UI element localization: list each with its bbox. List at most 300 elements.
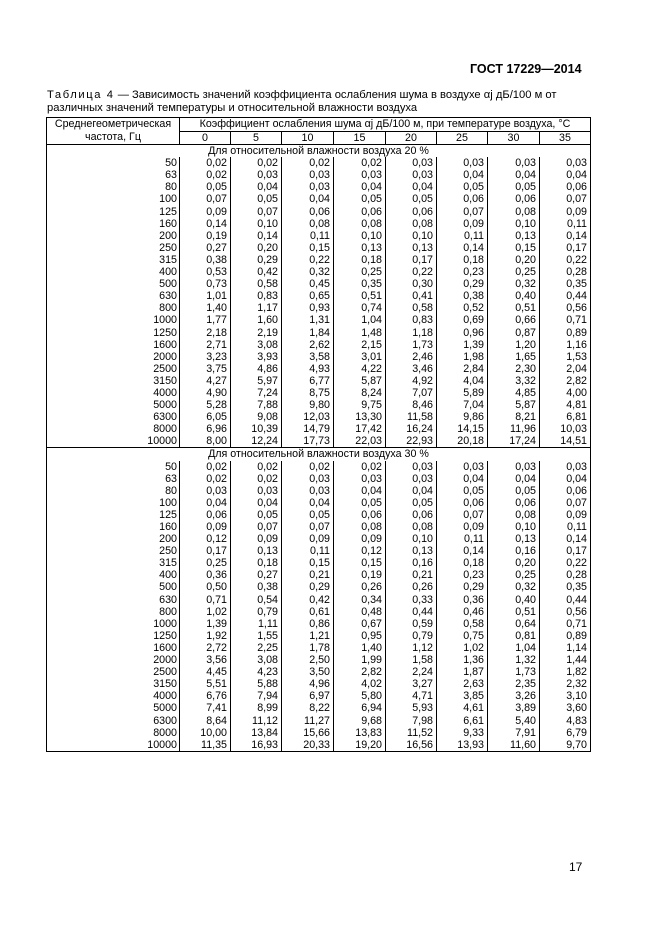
coefficient-cell: 3,32 — [488, 375, 540, 387]
coefficient-cell: 0,50 — [180, 581, 231, 593]
coefficient-cell: 0,12 — [334, 545, 386, 557]
coefficient-cell: 0,03 — [386, 169, 437, 181]
coefficient-cell: 12,03 — [282, 411, 334, 423]
coefficient-cell: 0,04 — [540, 169, 591, 181]
table-row — [47, 278, 591, 290]
coefficient-cell: 0,83 — [386, 314, 437, 326]
frequency-cell: 125 — [47, 509, 180, 521]
coefficient-cell: 0,08 — [386, 218, 437, 230]
coefficient-cell: 0,79 — [386, 630, 437, 642]
coefficient-cell: 0,09 — [540, 509, 591, 521]
coefficient-cell: 0,30 — [386, 278, 437, 290]
coefficient-cell: 3,89 — [488, 702, 540, 714]
frequency-cell: 3150 — [47, 678, 180, 690]
frequency-cell: 10000 — [47, 739, 180, 752]
coefficient-cell: 0,17 — [540, 242, 591, 254]
coefficient-cell: 0,04 — [282, 193, 334, 205]
frequency-cell: 80 — [47, 485, 180, 497]
coefficient-cell: 11,52 — [386, 727, 437, 739]
coefficient-cell: 2,32 — [540, 678, 591, 690]
coefficient-cell: 2,25 — [231, 642, 282, 654]
coefficient-cell: 0,20 — [231, 242, 282, 254]
coefficient-cell: 0,59 — [386, 618, 437, 630]
table-row — [47, 461, 591, 473]
coefficient-cell: 0,05 — [334, 497, 386, 509]
coefficient-cell: 0,32 — [488, 278, 540, 290]
coefficient-cell: 3,93 — [231, 351, 282, 363]
table-row — [47, 351, 591, 363]
coefficient-cell: 0,19 — [180, 230, 231, 242]
coefficient-cell: 0,06 — [437, 193, 488, 205]
coefficient-cell: 6,79 — [540, 727, 591, 739]
coefficient-cell: 0,14 — [540, 533, 591, 545]
coefficient-cell: 4,61 — [437, 702, 488, 714]
coefficient-cell: 8,99 — [231, 702, 282, 714]
table-row — [47, 411, 591, 423]
coefficient-cell: 0,09 — [540, 206, 591, 218]
coefficient-cell: 0,17 — [386, 254, 437, 266]
coefficient-cell: 0,13 — [386, 242, 437, 254]
coefficient-cell: 0,28 — [540, 266, 591, 278]
coefficient-cell: 0,03 — [386, 473, 437, 485]
coefficient-cell: 6,76 — [180, 690, 231, 702]
coefficient-cell: 4,83 — [540, 715, 591, 727]
coefficient-cell: 0,07 — [540, 193, 591, 205]
frequency-cell: 250 — [47, 545, 180, 557]
coefficient-cell: 0,09 — [437, 218, 488, 230]
coefficient-cell: 0,42 — [231, 266, 282, 278]
coefficient-cell: 0,69 — [437, 314, 488, 326]
coefficient-cell: 0,14 — [180, 218, 231, 230]
coefficient-cell: 3,08 — [231, 339, 282, 351]
coefficient-cell: 2,72 — [180, 642, 231, 654]
coefficient-cell: 6,77 — [282, 375, 334, 387]
temperature-header-cell: 25 — [437, 132, 488, 145]
coefficient-cell: 14,15 — [437, 423, 488, 435]
coefficient-cell: 0,08 — [334, 218, 386, 230]
frequency-cell: 630 — [47, 594, 180, 606]
coefficient-cell: 4,02 — [334, 678, 386, 690]
coefficient-cell: 0,35 — [540, 581, 591, 593]
coefficient-cell: 0,21 — [386, 569, 437, 581]
coefficient-cell: 0,46 — [437, 606, 488, 618]
table-row — [47, 521, 591, 533]
coefficient-cell: 0,06 — [437, 497, 488, 509]
coefficient-cell: 0,02 — [180, 473, 231, 485]
coefficient-cell: 0,02 — [231, 473, 282, 485]
table-row — [47, 230, 591, 242]
frequency-cell: 800 — [47, 302, 180, 314]
coefficient-cell: 0,02 — [334, 157, 386, 169]
coefficient-cell: 20,18 — [437, 435, 488, 448]
frequency-cell: 100 — [47, 193, 180, 205]
coefficient-cell: 13,30 — [334, 411, 386, 423]
coefficient-cell: 3,56 — [180, 654, 231, 666]
coefficient-cell: 5,89 — [437, 387, 488, 399]
coefficient-cell: 4,45 — [180, 666, 231, 678]
coefficient-cell: 0,42 — [282, 594, 334, 606]
coefficient-cell: 0,15 — [488, 242, 540, 254]
coefficient-cell: 0,03 — [488, 461, 540, 473]
table-row — [47, 497, 591, 509]
coefficient-cell: 0,06 — [180, 509, 231, 521]
coefficient-cell: 0,04 — [386, 485, 437, 497]
coefficient-cell: 0,04 — [488, 473, 540, 485]
coefficient-cell: 0,08 — [488, 206, 540, 218]
coefficient-cell: 0,36 — [180, 569, 231, 581]
coefficient-cell: 5,80 — [334, 690, 386, 702]
coefficient-cell: 0,32 — [488, 581, 540, 593]
coefficient-cell: 0,58 — [231, 278, 282, 290]
coefficient-cell: 5,51 — [180, 678, 231, 690]
coefficient-cell: 3,01 — [334, 351, 386, 363]
coefficient-cell: 0,06 — [386, 509, 437, 521]
coefficient-cell: 0,02 — [334, 461, 386, 473]
coefficient-cell: 0,74 — [334, 302, 386, 314]
coefficient-cell: 0,11 — [540, 521, 591, 533]
table-row — [47, 642, 591, 654]
table-row — [47, 387, 591, 399]
frequency-cell: 6300 — [47, 411, 180, 423]
coefficient-cell: 0,03 — [180, 485, 231, 497]
temperature-header-cell: 0 — [180, 132, 231, 145]
coefficient-cell: 16,56 — [386, 739, 437, 752]
table-row — [47, 435, 591, 448]
caption-text: — Зависимость значений коэффициента ослабления шума в воздухе αj дБ/100 м от различных значений температуры и относительной влажности воздуха — [47, 89, 557, 114]
coefficient-cell: 7,88 — [231, 399, 282, 411]
coefficient-cell: 0,93 — [282, 302, 334, 314]
coefficient-cell: 0,58 — [386, 302, 437, 314]
table-row — [47, 290, 591, 302]
frequency-cell: 50 — [47, 157, 180, 169]
coefficient-cell: 1,60 — [231, 314, 282, 326]
coefficient-cell: 0,56 — [540, 606, 591, 618]
coefficient-cell: 9,33 — [437, 727, 488, 739]
coefficient-cell: 0,03 — [540, 157, 591, 169]
coefficient-cell: 6,81 — [540, 411, 591, 423]
coefficient-cell: 0,11 — [437, 533, 488, 545]
coefficient-cell: 0,13 — [488, 230, 540, 242]
coefficient-cell: 0,27 — [231, 569, 282, 581]
coefficient-cell: 2,46 — [386, 351, 437, 363]
coefficient-cell: 0,15 — [334, 557, 386, 569]
coefficient-cell: 0,22 — [386, 266, 437, 278]
frequency-cell: 80 — [47, 181, 180, 193]
coefficient-cell: 0,44 — [386, 606, 437, 618]
coefficient-cell: 0,28 — [540, 569, 591, 581]
coefficient-cell: 13,93 — [437, 739, 488, 752]
frequency-cell: 250 — [47, 242, 180, 254]
temperature-header-cell: 15 — [334, 132, 386, 145]
frequency-cell: 1600 — [47, 339, 180, 351]
table-row — [47, 727, 591, 739]
coefficient-cell: 6,97 — [282, 690, 334, 702]
coefficient-cell: 0,38 — [437, 290, 488, 302]
coefficient-cell: 0,89 — [540, 327, 591, 339]
frequency-cell: 500 — [47, 278, 180, 290]
temperature-header-cell: 10 — [282, 132, 334, 145]
frequency-cell: 2000 — [47, 351, 180, 363]
table-row — [47, 557, 591, 569]
coefficient-cell: 0,03 — [282, 473, 334, 485]
table-row — [47, 654, 591, 666]
coefficient-cell: 0,29 — [437, 278, 488, 290]
coefficient-cell: 0,25 — [488, 569, 540, 581]
standard-header: ГОСТ 17229—2014 — [470, 62, 582, 76]
coefficient-cell: 4,90 — [180, 387, 231, 399]
coefficient-cell: 7,24 — [231, 387, 282, 399]
coefficient-cell: 2,30 — [488, 363, 540, 375]
coefficient-cell: 22,03 — [334, 435, 386, 448]
coefficient-cell: 5,87 — [334, 375, 386, 387]
temperature-header-cell: 20 — [386, 132, 437, 145]
coefficient-cell: 0,09 — [180, 206, 231, 218]
coefficient-cell: 0,53 — [180, 266, 231, 278]
table-row — [47, 509, 591, 521]
coefficient-group-header: Коэффициент ослабления шума αj дБ/100 м, при температуре воздуха, °С — [180, 118, 591, 132]
coefficient-cell: 1,65 — [488, 351, 540, 363]
coefficient-cell: 0,32 — [282, 266, 334, 278]
coefficient-cell: 17,24 — [488, 435, 540, 448]
table-row — [47, 375, 591, 387]
frequency-cell: 1250 — [47, 630, 180, 642]
coefficient-cell: 0,06 — [386, 206, 437, 218]
coefficient-cell: 0,96 — [437, 327, 488, 339]
coefficient-cell: 0,03 — [282, 181, 334, 193]
coefficient-cell: 0,06 — [488, 193, 540, 205]
coefficient-cell: 0,33 — [386, 594, 437, 606]
coefficient-cell: 7,04 — [437, 399, 488, 411]
coefficient-cell: 0,04 — [231, 181, 282, 193]
frequency-cell: 2500 — [47, 666, 180, 678]
coefficient-cell: 0,10 — [488, 218, 540, 230]
page-number: 17 — [569, 860, 583, 874]
coefficient-cell: 1,01 — [180, 290, 231, 302]
table-row — [47, 327, 591, 339]
coefficient-cell: 6,61 — [437, 715, 488, 727]
coefficient-cell: 0,03 — [437, 461, 488, 473]
coefficient-cell: 11,58 — [386, 411, 437, 423]
coefficient-cell: 0,08 — [386, 521, 437, 533]
coefficient-cell: 2,50 — [282, 654, 334, 666]
coefficient-cell: 17,73 — [282, 435, 334, 448]
coefficient-cell: 0,20 — [488, 557, 540, 569]
coefficient-cell: 0,21 — [282, 569, 334, 581]
coefficient-cell: 0,08 — [488, 509, 540, 521]
coefficient-cell: 7,91 — [488, 727, 540, 739]
coefficient-cell: 0,83 — [231, 290, 282, 302]
frequency-cell: 160 — [47, 521, 180, 533]
coefficient-cell: 0,67 — [334, 618, 386, 630]
frequency-cell: 1250 — [47, 327, 180, 339]
coefficient-cell: 0,04 — [386, 181, 437, 193]
coefficient-cell: 0,23 — [437, 266, 488, 278]
coefficient-cell: 0,13 — [334, 242, 386, 254]
coefficient-cell: 4,23 — [231, 666, 282, 678]
coefficient-cell: 0,38 — [231, 581, 282, 593]
coefficient-cell: 0,08 — [334, 521, 386, 533]
table-row — [47, 739, 591, 752]
coefficient-cell: 0,02 — [180, 169, 231, 181]
temperature-header-cell: 30 — [488, 132, 540, 145]
frequency-cell: 5000 — [47, 399, 180, 411]
coefficient-cell: 4,00 — [540, 387, 591, 399]
table-row — [47, 363, 591, 375]
coefficient-cell: 0,15 — [282, 557, 334, 569]
coefficient-cell: 0,04 — [437, 169, 488, 181]
coefficient-cell: 8,21 — [488, 411, 540, 423]
coefficient-cell: 5,28 — [180, 399, 231, 411]
coefficient-cell: 0,02 — [282, 461, 334, 473]
coefficient-cell: 0,07 — [231, 206, 282, 218]
frequency-cell: 200 — [47, 533, 180, 545]
coefficient-cell: 12,24 — [231, 435, 282, 448]
coefficient-cell: 0,02 — [180, 461, 231, 473]
coefficient-cell: 0,06 — [334, 509, 386, 521]
coefficient-cell: 1,77 — [180, 314, 231, 326]
coefficient-cell: 3,85 — [437, 690, 488, 702]
table-row — [47, 581, 591, 593]
coefficient-cell: 1,73 — [386, 339, 437, 351]
coefficient-cell: 0,18 — [231, 557, 282, 569]
coefficient-cell: 3,08 — [231, 654, 282, 666]
coefficient-cell: 0,71 — [540, 618, 591, 630]
coefficient-cell: 3,23 — [180, 351, 231, 363]
coefficient-cell: 0,04 — [334, 181, 386, 193]
coefficient-cell: 2,15 — [334, 339, 386, 351]
coefficient-cell: 0,35 — [540, 278, 591, 290]
coefficient-cell: 11,27 — [282, 715, 334, 727]
coefficient-cell: 0,05 — [437, 485, 488, 497]
table-row — [47, 302, 591, 314]
table-row — [47, 666, 591, 678]
section-header-row — [47, 145, 591, 158]
frequency-cell: 5000 — [47, 702, 180, 714]
frequency-cell: 50 — [47, 461, 180, 473]
coefficient-cell: 1,17 — [231, 302, 282, 314]
coefficient-cell: 5,93 — [386, 702, 437, 714]
coefficient-cell: 8,00 — [180, 435, 231, 448]
coefficient-cell: 0,71 — [180, 594, 231, 606]
coefficient-cell: 0,07 — [231, 521, 282, 533]
table-row — [47, 594, 591, 606]
coefficient-cell: 0,11 — [540, 218, 591, 230]
table-row — [47, 206, 591, 218]
coefficient-cell: 0,04 — [180, 497, 231, 509]
table-row — [47, 242, 591, 254]
coefficient-cell: 4,92 — [386, 375, 437, 387]
coefficient-cell: 1,36 — [437, 654, 488, 666]
coefficient-cell: 0,36 — [437, 594, 488, 606]
table-row — [47, 630, 591, 642]
coefficient-cell: 0,06 — [540, 181, 591, 193]
coefficient-cell: 4,71 — [386, 690, 437, 702]
coefficient-cell: 0,04 — [488, 169, 540, 181]
coefficient-cell: 0,29 — [282, 581, 334, 593]
coefficient-cell: 3,58 — [282, 351, 334, 363]
coefficient-cell: 9,08 — [231, 411, 282, 423]
coefficient-cell: 0,04 — [282, 497, 334, 509]
coefficient-cell: 0,86 — [282, 618, 334, 630]
coefficient-cell: 16,93 — [231, 739, 282, 752]
coefficient-cell: 3,27 — [386, 678, 437, 690]
coefficient-cell: 0,07 — [282, 521, 334, 533]
coefficient-cell: 0,09 — [334, 533, 386, 545]
coefficient-cell: 0,10 — [334, 230, 386, 242]
coefficient-cell: 0,07 — [180, 193, 231, 205]
table-row — [47, 314, 591, 326]
coefficient-cell: 6,96 — [180, 423, 231, 435]
coefficient-cell: 10,00 — [180, 727, 231, 739]
temperature-header-cell: 35 — [540, 132, 591, 145]
coefficient-cell: 1,48 — [334, 327, 386, 339]
coefficient-cell: 1,92 — [180, 630, 231, 642]
coefficient-cell: 1,04 — [334, 314, 386, 326]
frequency-cell: 3150 — [47, 375, 180, 387]
coefficient-cell: 0,07 — [540, 497, 591, 509]
frequency-cell: 1000 — [47, 314, 180, 326]
coefficient-cell: 8,46 — [386, 399, 437, 411]
coefficient-cell: 0,07 — [437, 206, 488, 218]
coefficient-cell: 9,68 — [334, 715, 386, 727]
coefficient-cell: 5,97 — [231, 375, 282, 387]
coefficient-cell: 0,03 — [540, 461, 591, 473]
coefficient-cell: 3,10 — [540, 690, 591, 702]
coefficient-cell: 0,25 — [488, 266, 540, 278]
coefficient-cell: 2,82 — [334, 666, 386, 678]
coefficient-cell: 0,14 — [437, 545, 488, 557]
coefficient-cell: 9,75 — [334, 399, 386, 411]
coefficient-cell: 0,09 — [231, 533, 282, 545]
coefficient-cell: 1,21 — [282, 630, 334, 642]
coefficient-cell: 2,18 — [180, 327, 231, 339]
coefficient-cell: 10,03 — [540, 423, 591, 435]
coefficient-cell: 3,50 — [282, 666, 334, 678]
table-row — [47, 569, 591, 581]
coefficient-cell: 6,05 — [180, 411, 231, 423]
coefficient-cell: 0,71 — [540, 314, 591, 326]
frequency-cell: 63 — [47, 473, 180, 485]
frequency-column-header: Среднегеометрическая частота, Гц — [47, 118, 180, 145]
coefficient-cell: 2,82 — [540, 375, 591, 387]
coefficient-cell: 0,03 — [282, 169, 334, 181]
coefficient-cell: 6,94 — [334, 702, 386, 714]
coefficient-cell: 4,04 — [437, 375, 488, 387]
coefficient-cell: 0,06 — [540, 485, 591, 497]
coefficient-cell: 0,12 — [180, 533, 231, 545]
caption-label: Таблица 4 — [47, 89, 115, 101]
table-row — [47, 702, 591, 714]
table-row — [47, 533, 591, 545]
coefficient-cell: 0,45 — [282, 278, 334, 290]
coefficient-cell: 0,08 — [282, 218, 334, 230]
coefficient-cell: 0,29 — [437, 581, 488, 593]
coefficient-cell: 0,04 — [334, 485, 386, 497]
coefficient-cell: 7,98 — [386, 715, 437, 727]
coefficient-cell: 4,85 — [488, 387, 540, 399]
coefficient-cell: 0,05 — [488, 181, 540, 193]
coefficient-cell: 0,18 — [437, 557, 488, 569]
coefficient-cell: 0,03 — [386, 461, 437, 473]
coefficient-cell: 0,19 — [334, 569, 386, 581]
coefficient-cell: 0,03 — [386, 157, 437, 169]
coefficient-cell: 17,42 — [334, 423, 386, 435]
coefficient-cell: 11,60 — [488, 739, 540, 752]
coefficient-cell: 1,99 — [334, 654, 386, 666]
temperature-header-cell: 5 — [231, 132, 282, 145]
coefficient-cell: 0,02 — [231, 157, 282, 169]
frequency-cell: 160 — [47, 218, 180, 230]
